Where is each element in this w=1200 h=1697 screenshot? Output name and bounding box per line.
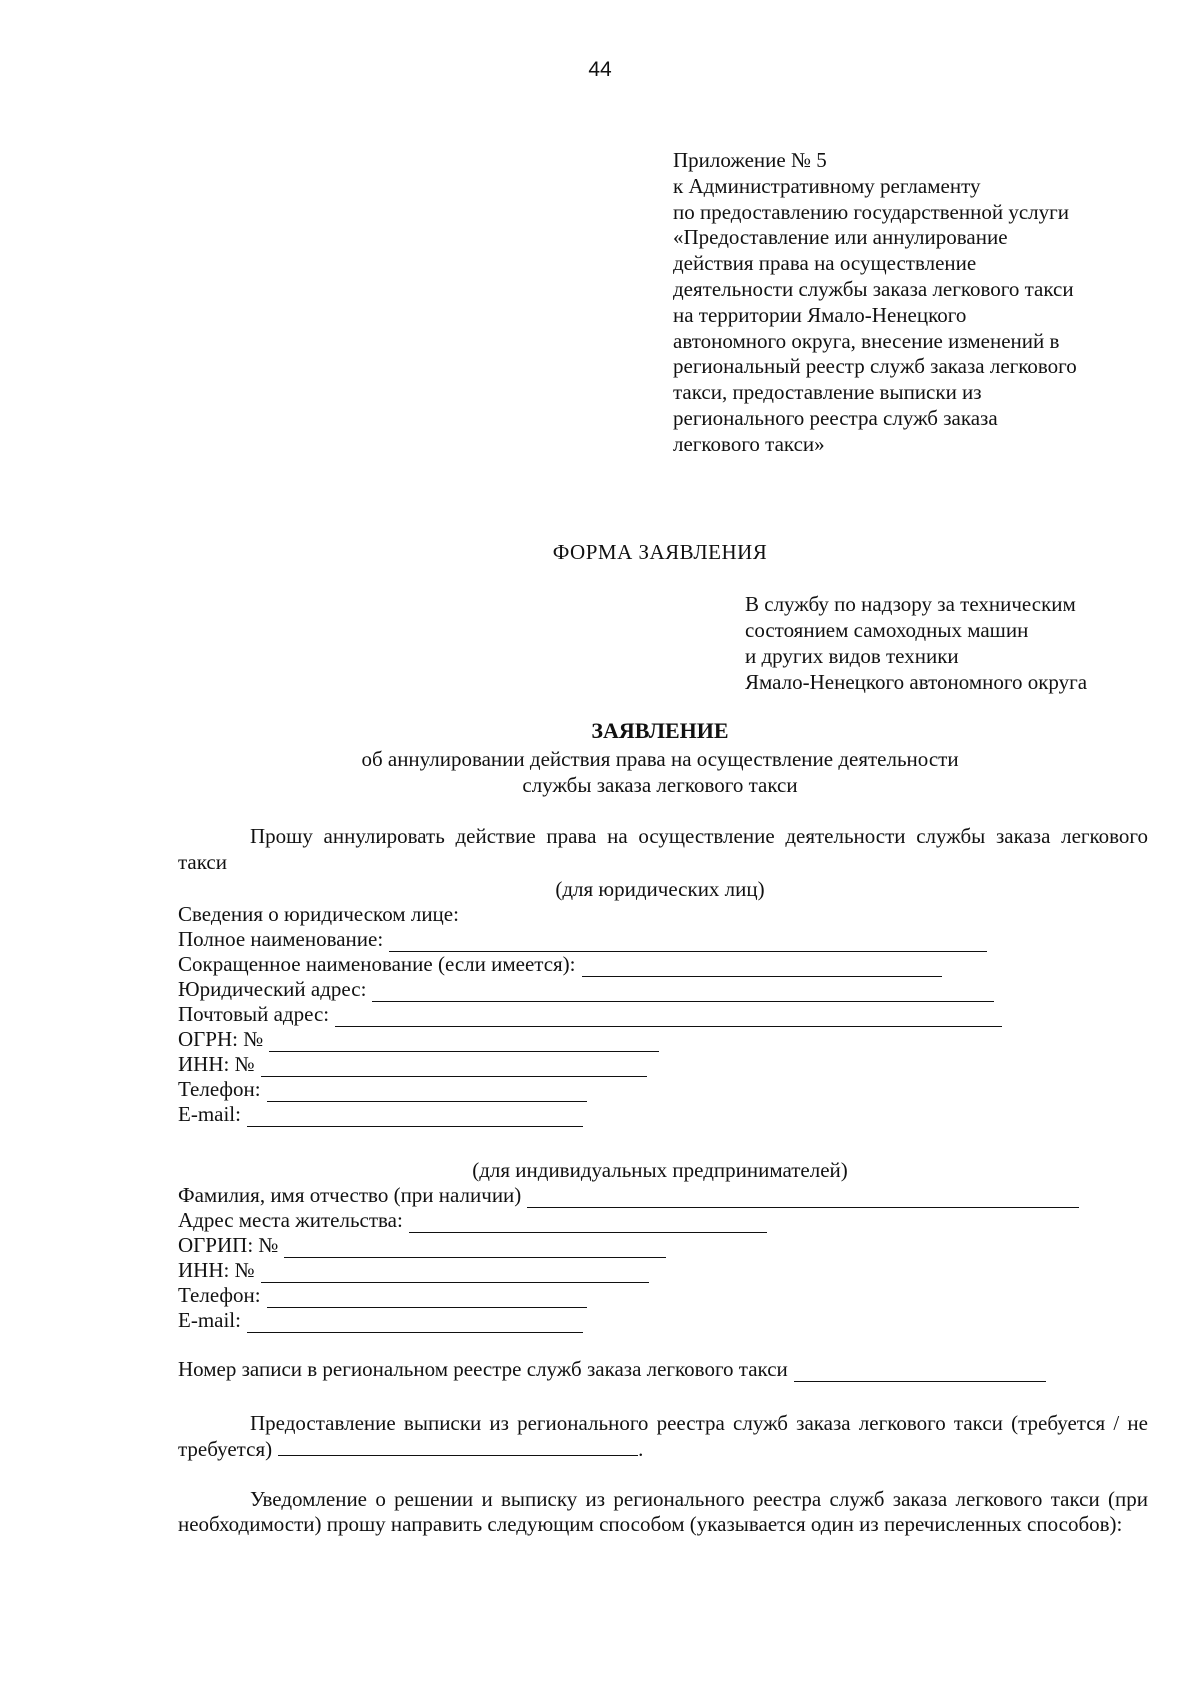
application-title: ЗАЯВЛЕНИЕ: [591, 718, 729, 743]
ogrip-input[interactable]: [284, 1239, 666, 1258]
recipient-line: Ямало-Ненецкого автономного округа: [745, 670, 1088, 694]
field-label: ОГРИП: №: [178, 1233, 279, 1257]
full-name-input[interactable]: [389, 933, 987, 952]
extract-request[interactable]: [178, 1410, 1148, 1462]
legal-entity-heading: Сведения о юридическом лице:: [178, 902, 459, 926]
appendix-line: действия права на осуществление: [673, 251, 977, 276]
phone-ip-input[interactable]: [267, 1289, 587, 1308]
appendix-line: по предоставлению государственной услуги: [673, 199, 1069, 224]
registry-record-input[interactable]: [794, 1363, 1046, 1382]
appendix-line: регионального реестра служб заказа: [673, 405, 998, 430]
postal-address-input[interactable]: [335, 1008, 1002, 1027]
recipient-line: состоянием самоходных машин: [745, 618, 1029, 642]
page-number: 44: [588, 58, 612, 81]
residence-address-field[interactable]: [178, 1208, 767, 1233]
inn-ip-field[interactable]: [178, 1258, 649, 1283]
email-ip-input[interactable]: [247, 1314, 583, 1333]
ogrip-field[interactable]: [178, 1233, 666, 1258]
field-label: Сокращенное наименование (если имеется):: [178, 952, 576, 976]
field-label: Телефон:: [178, 1077, 261, 1101]
appendix-line: автономного округа, внесение изменений в: [673, 328, 1060, 353]
phone-input[interactable]: [267, 1083, 587, 1102]
inn-ip-input[interactable]: [261, 1264, 649, 1283]
field-label: Полное наименование:: [178, 927, 384, 951]
extract-request-input[interactable]: [278, 1439, 638, 1456]
registry-record-field[interactable]: [178, 1357, 1046, 1382]
postal-address-field[interactable]: [178, 1002, 1002, 1027]
short-name-field[interactable]: [178, 952, 942, 977]
extract-request-end: .: [638, 1437, 644, 1461]
fio-field[interactable]: [178, 1183, 1079, 1208]
residence-address-input[interactable]: [409, 1214, 767, 1233]
form-heading: ФОРМА ЗАЯВЛЕНИЯ: [552, 540, 768, 564]
appendix-line: деятельности службы заказа легкового такси: [673, 276, 1074, 301]
field-label: E-mail:: [178, 1308, 241, 1332]
appendix-header: [673, 148, 1077, 458]
field-label: ИНН: №: [178, 1052, 255, 1076]
inn-input[interactable]: [261, 1058, 647, 1077]
recipient-line: В службу по надзору за техническим: [745, 592, 1076, 616]
appendix-line: такси, предоставление выписки из: [673, 380, 982, 405]
ogrn-input[interactable]: [269, 1033, 659, 1052]
phone-ip-field[interactable]: [178, 1283, 587, 1308]
email-field[interactable]: [178, 1102, 583, 1127]
recipient-line: и других видов техники: [745, 644, 959, 668]
ogrn-field[interactable]: [178, 1027, 659, 1052]
individual-note: (для индивидуальных предпринимателей): [472, 1158, 848, 1182]
short-name-input[interactable]: [582, 958, 942, 977]
email-input[interactable]: [247, 1108, 583, 1127]
field-label: ОГРН: №: [178, 1027, 264, 1051]
appendix-line: региональный реестр служб заказа легкового: [673, 354, 1077, 379]
field-label: Номер записи в региональном реестре служб заказа легкового такси: [178, 1357, 788, 1381]
appendix-line: к Административному регламенту: [673, 173, 981, 198]
field-label: Почтовый адрес:: [178, 1002, 330, 1026]
subtitle-line: службы заказа легкового такси: [522, 773, 798, 797]
appendix-line: легкового такси»: [673, 431, 825, 456]
application-subtitle: [0, 746, 1200, 798]
field-label: Адрес места жительства:: [178, 1208, 403, 1232]
extract-request-text: Предоставление выписки из регионального реестра служб заказа легкового такси (требуется / не требуется): [178, 1411, 1148, 1461]
inn-field[interactable]: [178, 1052, 647, 1077]
request-text: Прошу аннулировать действие права на осуществление деятельности службы заказа легкового такси: [178, 824, 1148, 874]
legal-address-field[interactable]: [178, 977, 994, 1002]
appendix-line: на территории Ямало-Ненецкого: [673, 302, 967, 327]
field-label: E-mail:: [178, 1102, 241, 1126]
email-ip-field[interactable]: [178, 1308, 583, 1333]
field-label: Фамилия, имя отчество (при наличии): [178, 1183, 522, 1207]
legal-entity-note: (для юридических лиц): [555, 877, 765, 901]
phone-field[interactable]: [178, 1077, 587, 1102]
field-label: Юридический адрес:: [178, 977, 367, 1001]
appendix-line: Приложение № 5: [673, 148, 827, 172]
full-name-field[interactable]: [178, 927, 987, 952]
notification-text: Уведомление о решении и выписку из регионального реестра служб заказа легкового такси (при необходимости) прошу направить следующим способом (указывается один из перечисленных способов):: [178, 1487, 1148, 1536]
appendix-line: «Предоставление или аннулирование: [673, 225, 1008, 250]
field-label: ИНН: №: [178, 1258, 255, 1282]
recipient-block: [745, 591, 1087, 695]
legal-address-input[interactable]: [372, 983, 994, 1002]
fio-input[interactable]: [527, 1189, 1079, 1208]
field-label: Телефон:: [178, 1283, 261, 1307]
subtitle-line: об аннулировании действия права на осуществление деятельности: [361, 747, 959, 771]
